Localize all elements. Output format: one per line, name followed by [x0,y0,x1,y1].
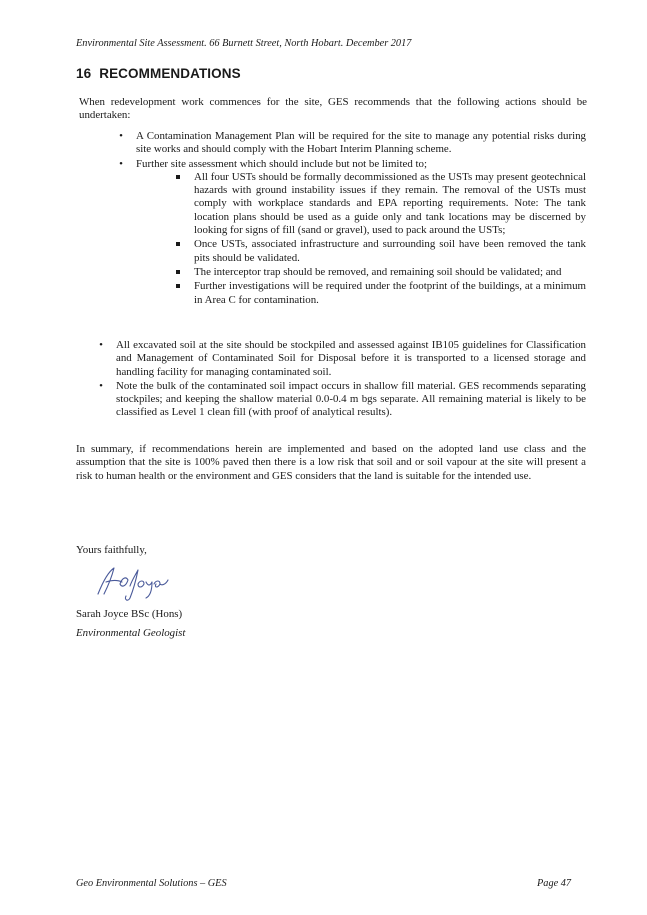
sub-list-item-text: The interceptor trap should be removed, and remaining soil should be validated; and [194,265,562,278]
intro-paragraph: When redevelopment work commences for the site, GES recommends that the following actions should be undertaken: [79,96,587,122]
bullet-square-icon [176,175,180,179]
list-item [116,158,586,307]
footer-page-number: Page 47 [537,878,572,889]
sub-list-item [174,238,586,265]
list-item [116,130,586,157]
handwritten-signature [92,562,172,602]
footer-company: Geo Environmental Solutions – GES [76,878,227,889]
section-heading [76,66,241,81]
closing-salutation: Yours faithfully, [76,544,147,556]
list-item [96,380,586,420]
signer-name: Sarah Joyce BSc (Hons) [76,608,183,620]
section-number: 16 [76,66,92,81]
page-header: Environmental Site Assessment. 66 Burnett Street, North Hobart. December 2017 [76,38,412,49]
recommendations-list-continued [96,339,586,421]
bullet-dot-icon: • [119,130,123,142]
list-item-text: Further site assessment which should include but not be limited to; [136,157,427,170]
bullet-square-icon [176,284,180,288]
sub-list-item [174,280,586,307]
bullet-dot-icon: • [99,379,103,392]
sub-list-item [174,171,586,237]
bullet-dot-icon: • [119,157,123,170]
sub-list [174,171,586,307]
summary-paragraph: In summary, if recommendations herein are implemented and based on the adopted land use class and the assumption that the site is 100% paved then there is a low risk that soil and or soil vapour at the site will present a risk to human health or the environment and GES considers that the land is suitable for the intended use. [76,443,586,482]
sub-list-item-text: Further investigations will be required under the footprint of the buildings, at a minimum in Area C for contamination. [194,280,586,306]
recommendations-list [116,130,586,308]
list-item-text: A Contamination Management Plan will be required for the site to manage any potential risks during site works and should comply with the Hobart Interim Planning scheme. [136,130,586,156]
list-item-text: All excavated soil at the site should be stockpiled and assessed against IB105 guidelines for Classification and Management of Contaminated Soil for Disposal before it is transported to a licensed storage and handling facility for managing contaminated soil. [116,339,586,378]
list-item-text: Note the bulk of the contaminated soil impact occurs in shallow fill material. GES recommends separating stockpiles; and keeping the shallow material 0.0-0.4 m bgs separate. All remaining material is likely to be classified as Level 1 clean fill (with proof of analytical results). [116,379,586,419]
sub-list-item-text: Once USTs, associated infrastructure and surrounding soil have been removed the tank pits should be validated. [194,238,586,264]
section-title: RECOMMENDATIONS [99,66,241,81]
bullet-square-icon [176,270,180,274]
sub-list-item-text: All four USTs should be formally decommissioned as the USTs may present geotechnical hazards with ground instability issues if they remain. The removal of the USTs must comply with workplace standards and EPA reporting requirements. Note: The tank location plans should be used as a guide only and tank locations may be discerned by looking for signs of fill (sand or gravel), used to pack around the USTs; [194,170,586,237]
bullet-square-icon [176,242,180,246]
list-item [96,339,586,379]
bullet-dot-icon: • [99,339,103,351]
sub-list-item [174,266,586,279]
signer-title: Environmental Geologist [76,627,186,639]
